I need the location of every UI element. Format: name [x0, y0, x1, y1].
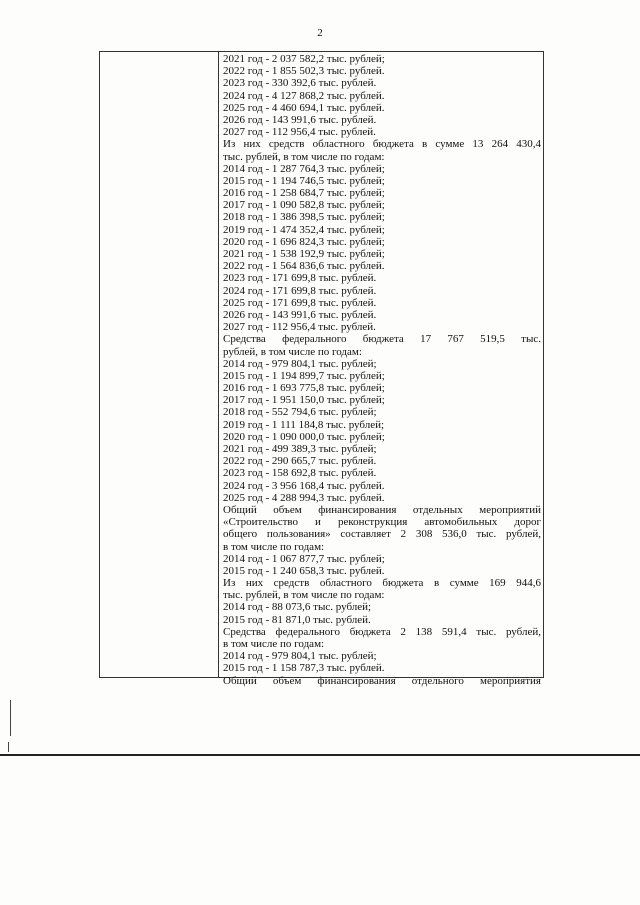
text-line: 2020 год - 1 090 000,0 тыс. рублей;	[223, 430, 385, 443]
text-line: 2023 год - 158 692,8 тыс. рублей.	[223, 467, 377, 480]
text-line: 2020 год - 1 696 824,3 тыс. рублей;	[223, 235, 385, 248]
column-divider	[218, 52, 219, 677]
page-number: 2	[317, 27, 323, 39]
text-line: 2026 год - 143 991,6 тыс. рублей.	[223, 113, 377, 126]
text-line: Средства федерального бюджета 17 767 519,5 тыс.	[223, 333, 541, 346]
text-line: 2027 год - 112 956,4 тыс. рублей.	[223, 321, 376, 334]
text-line: в том числе по годам:	[223, 638, 325, 650]
text-line: 2025 год - 4 288 994,3 тыс. рублей.	[223, 491, 385, 504]
text-line: тыс. рублей, в том числе по годам:	[223, 150, 385, 163]
text-line: 2023 год - 171 699,8 тыс. рублей.	[223, 272, 377, 285]
document-table	[99, 51, 544, 687]
text-line: тыс. рублей, в том числе по годам:	[223, 589, 385, 602]
text-line: Средства федерального бюджета 2 138 591,4 тыс. рублей,	[223, 625, 541, 638]
text-line: 2023 год - 330 392,6 тыс. рублей.	[223, 77, 377, 90]
text-line: 2017 год - 1 090 582,8 тыс. рублей;	[223, 199, 385, 212]
text-line: 2015 год - 1 240 658,3 тыс. рублей.	[223, 564, 385, 577]
text-line: 2014 год - 88 073,6 тыс. рублей;	[223, 601, 372, 614]
text-line: 2022 год - 290 665,7 тыс. рублей.	[223, 455, 377, 468]
text-line: 2025 год - 171 699,8 тыс. рублей.	[223, 296, 377, 309]
table-cell-text	[223, 53, 541, 687]
text-line: 2014 год - 1 287 764,3 тыс. рублей;	[223, 162, 385, 175]
text-line: Общий объем финансирования отдельных мероприятий	[223, 503, 541, 516]
scan-bottom-rule	[0, 754, 640, 756]
text-line: Из них средств областного бюджета в сумме 169 944,6	[223, 577, 541, 590]
text-line: 2017 год - 1 951 150,0 тыс. рублей;	[223, 394, 385, 407]
text-line: 2026 год - 143 991,6 тыс. рублей.	[223, 308, 377, 321]
text-line: 2019 год - 1 474 352,4 тыс. рублей;	[223, 223, 385, 236]
text-line: 2016 год - 1 258 684,7 тыс. рублей;	[223, 187, 385, 200]
text-line: 2018 год - 552 794,6 тыс. рублей;	[223, 406, 377, 419]
text-line: 2015 год - 1 194 899,7 тыс. рублей;	[223, 369, 385, 382]
text-line: 2027 год - 112 956,4 тыс. рублей.	[223, 126, 376, 139]
text-line: Из них средств областного бюджета в сумме 13 264 430,4	[223, 138, 541, 151]
text-line: общего пользования» составляет 2 308 536,0 тыс. рублей,	[223, 528, 541, 541]
text-line: 2014 год - 1 067 877,7 тыс. рублей;	[223, 552, 385, 565]
text-line: 2015 год - 1 158 787,3 тыс. рублей.	[223, 662, 385, 675]
text-line: 2016 год - 1 693 775,8 тыс. рублей;	[223, 382, 385, 395]
text-line: 2021 год - 499 389,3 тыс. рублей;	[223, 443, 377, 455]
text-line: 2021 год - 1 538 192,9 тыс. рублей;	[223, 248, 385, 260]
text-line: 2019 год - 1 111 184,8 тыс. рублей;	[223, 418, 385, 431]
text-line: 2024 год - 4 127 868,2 тыс. рублей.	[223, 89, 385, 102]
text-line: 2014 год - 979 804,1 тыс. рублей;	[223, 357, 377, 370]
text-line: 2025 год - 4 460 694,1 тыс. рублей.	[223, 101, 385, 114]
text-line: 2015 год - 81 871,0 тыс. рублей.	[223, 613, 371, 626]
text-line: 2024 год - 3 956 168,4 тыс. рублей.	[223, 479, 385, 492]
text-line: 2018 год - 1 386 398,5 тыс. рублей;	[223, 211, 385, 224]
text-line: в том числе по годам:	[223, 540, 325, 553]
text-line: рублей, в том числе по годам:	[223, 345, 362, 358]
scan-mark	[8, 742, 9, 752]
text-line: 2014 год - 979 804,1 тыс. рублей;	[223, 650, 377, 663]
text-line: 2022 год - 1 855 502,3 тыс. рублей.	[223, 65, 385, 78]
text-line: «Строительство и реконструкция автомобильных дорог	[223, 516, 541, 529]
scan-mark	[10, 700, 11, 736]
text-line: 2015 год - 1 194 746,5 тыс. рублей;	[223, 174, 385, 187]
text-line: Общий объем финансирования отдельного мероприятия	[223, 674, 541, 687]
text-line: 2021 год - 2 037 582,2 тыс. рублей;	[223, 53, 385, 65]
text-line: 2022 год - 1 564 836,6 тыс. рублей.	[223, 260, 385, 273]
text-line: 2024 год - 171 699,8 тыс. рублей.	[223, 284, 377, 297]
